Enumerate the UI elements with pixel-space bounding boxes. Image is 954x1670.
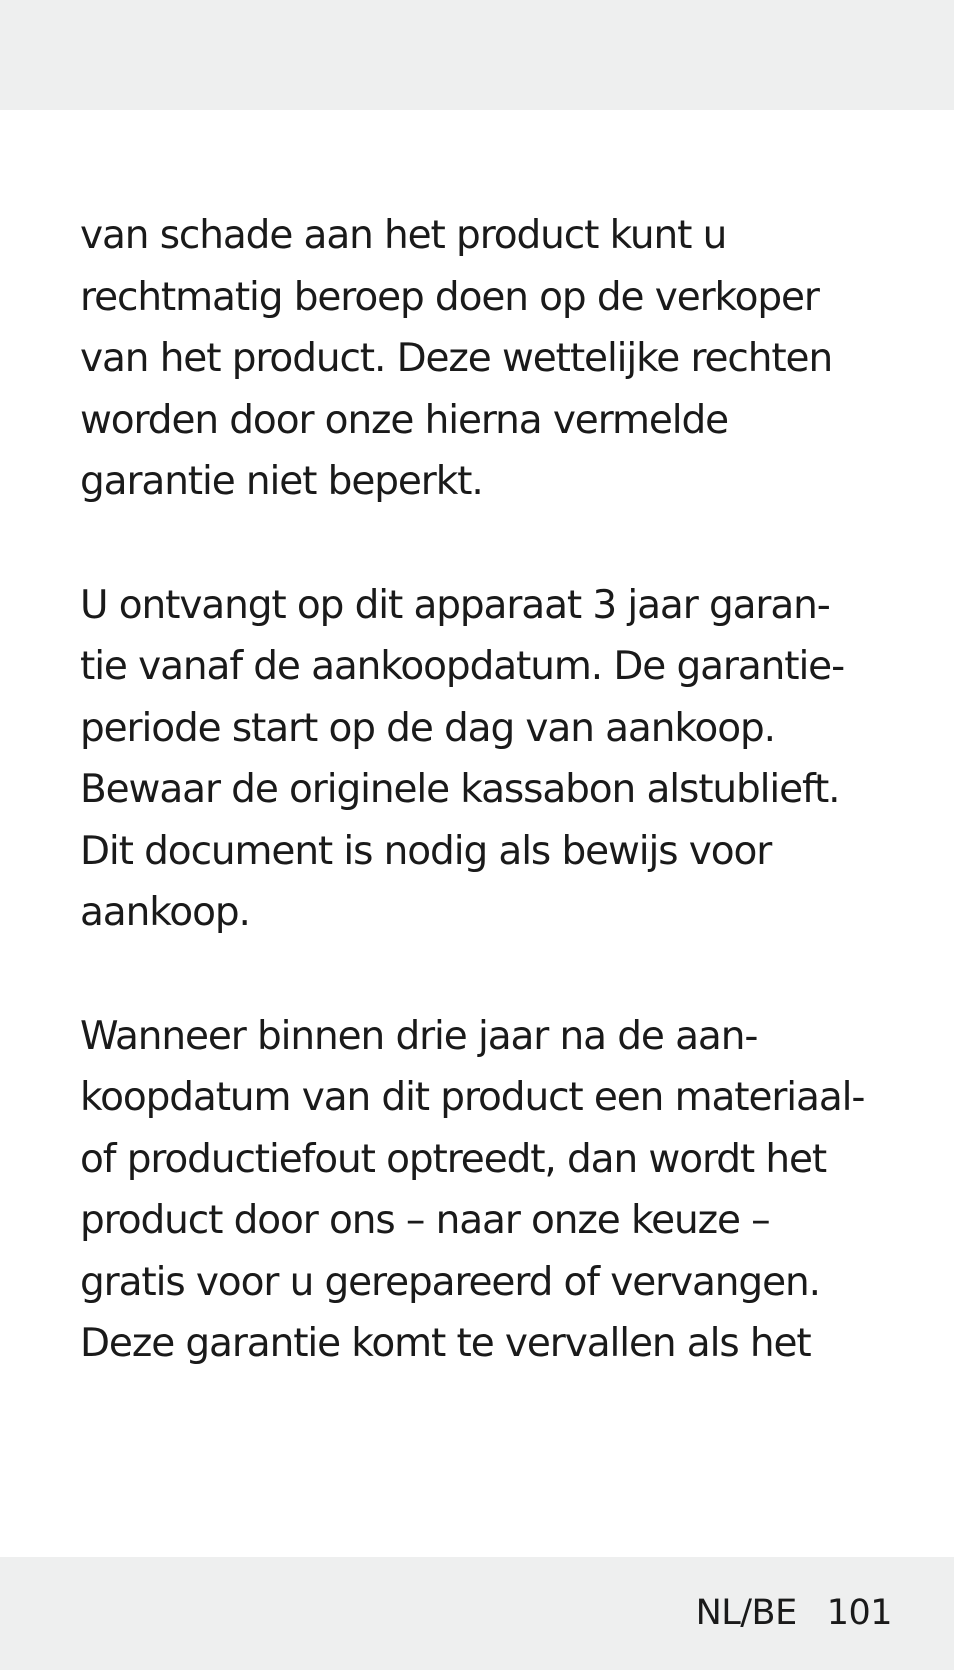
text-line: van schade aan het product kunt u [80, 213, 727, 258]
paragraph-warranty-period [80, 575, 900, 944]
text-line: gratis voor u gerepareerd of vervangen. [80, 1259, 820, 1305]
text-line: aankoop. [80, 890, 250, 935]
text-line: tie vanaf de aankoopdatum. De garantie- [80, 644, 845, 689]
paragraph-legal-rights [80, 205, 900, 513]
page-body [80, 205, 900, 1437]
text-line: periode start op de dag van aankoop. [80, 705, 775, 751]
text-line: of productiefout optreedt, dan wordt het [80, 1136, 827, 1182]
text-line: garantie niet beperkt. [80, 459, 483, 504]
page-footer [696, 1588, 892, 1638]
page-number: 101 [826, 1593, 892, 1633]
text-line: Wanneer binnen drie jaar na de aan- [80, 1013, 758, 1059]
text-line: product door ons – naar onze keuze – [80, 1198, 770, 1243]
text-line: worden door onze hierna vermelde [80, 397, 729, 443]
region-code: NL/BE [695, 1593, 797, 1633]
text-line: Dit document is nodig als bewijs voor [80, 828, 772, 874]
header-band [0, 0, 954, 110]
text-line: Deze garantie komt te vervallen als het [80, 1321, 811, 1366]
text-line: van het product. Deze wettelijke rechten [80, 336, 833, 381]
text-line: rechtmatig beroep doen op de verkoper [80, 274, 819, 320]
text-line: U ontvangt op dit apparaat 3 jaar garan- [80, 582, 830, 628]
paragraph-warranty-conditions [80, 1006, 900, 1375]
text-line: Bewaar de originele kassabon alstublieft. [80, 767, 840, 812]
text-line: koopdatum van dit product een materiaal- [80, 1075, 865, 1120]
